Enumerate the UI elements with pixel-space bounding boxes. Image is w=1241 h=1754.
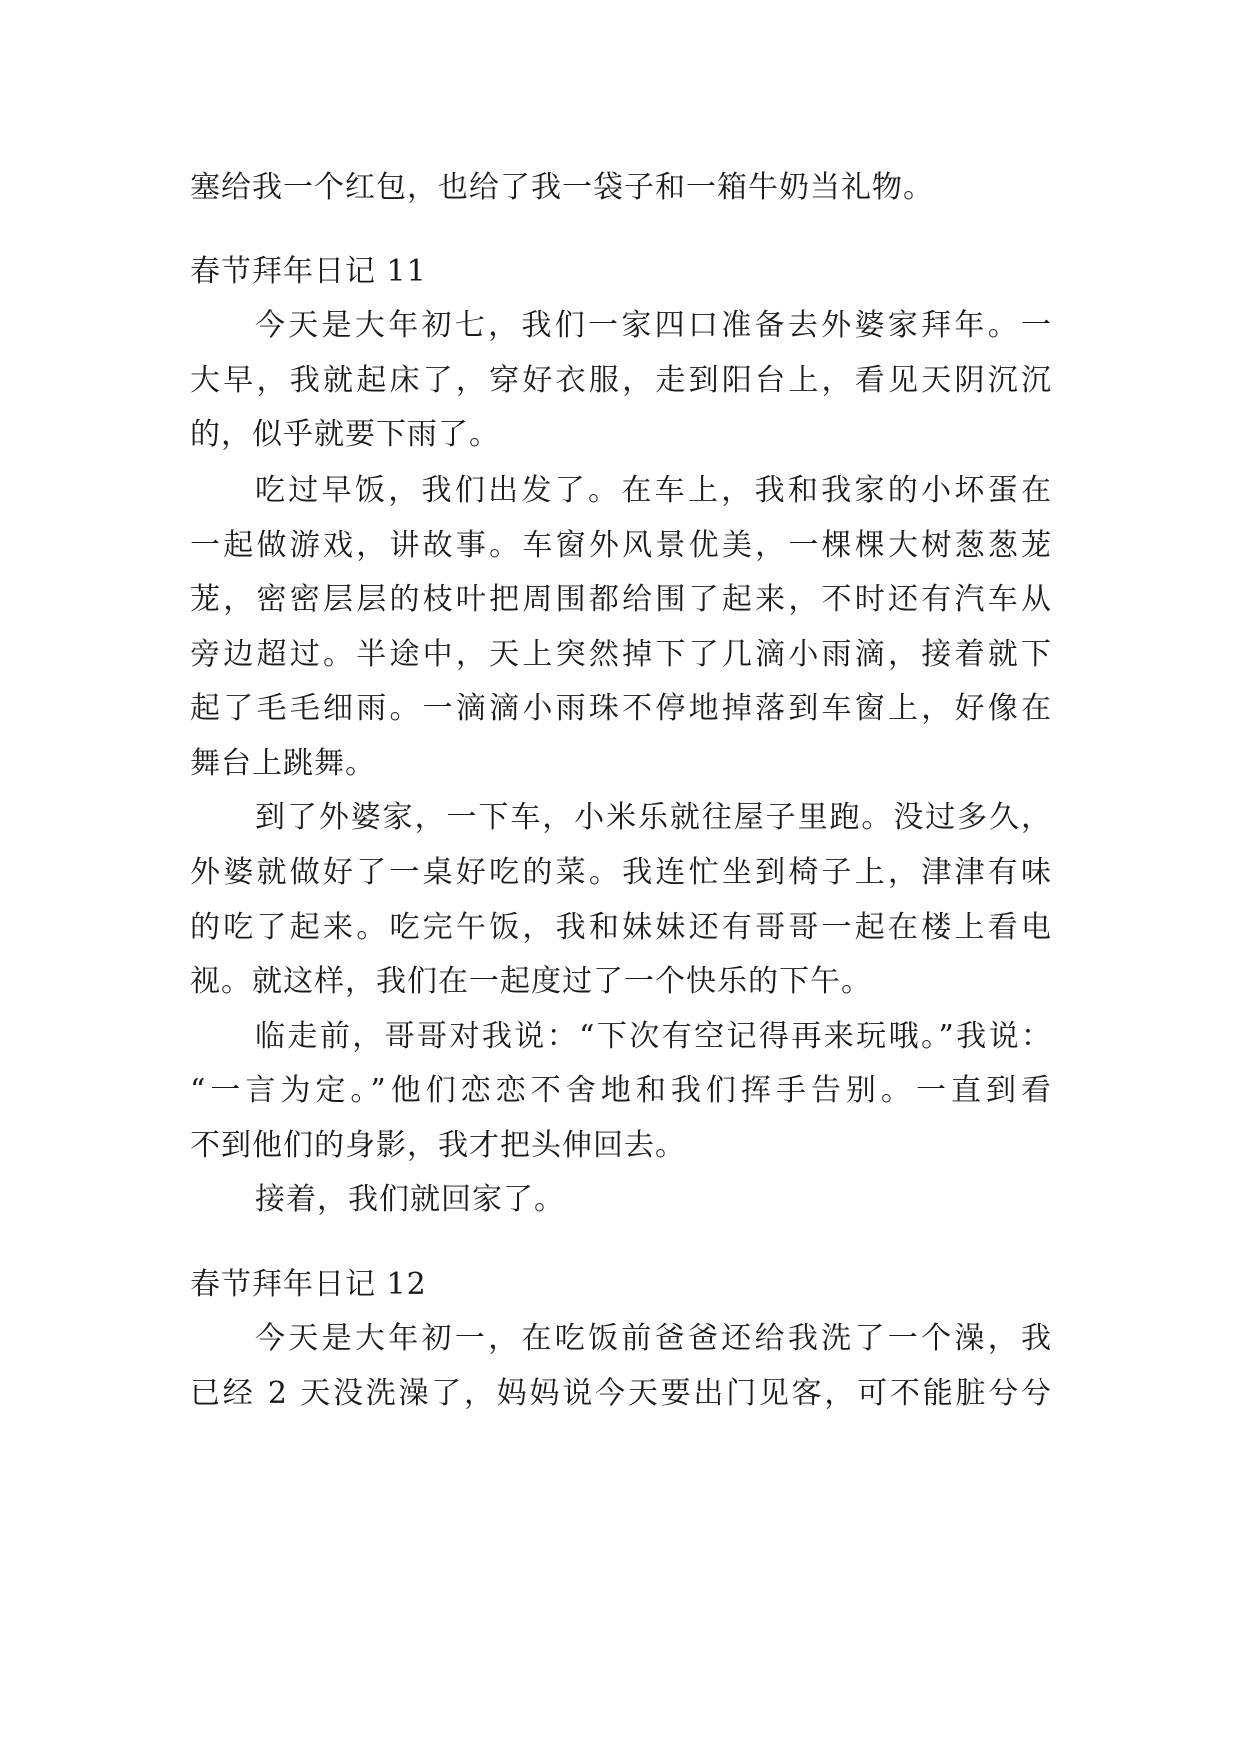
text-line: 今天是大年初一，在吃饭前爸爸还给我洗了一个澡，我 [255, 1321, 1052, 1356]
section-heading-11: 春节拜年日记 11 [190, 254, 427, 289]
text-line: 起了毛毛细雨。一滴滴小雨珠不停地掉落到车窗上，好像在 [190, 691, 1052, 726]
text-line: 塞给我一个红包，也给了我一袋子和一箱牛奶当礼物。 [190, 170, 934, 205]
text-line: 已经 2 天没洗澡了，妈妈说今天要出门见客，可不能脏兮兮 [190, 1376, 1052, 1411]
text-line: 的吃了起来。吃完午饭，我和妹妹还有哥哥一起在楼上看电 [190, 910, 1052, 945]
text-line: 接着，我们就回家了。 [255, 1182, 565, 1217]
section-heading-12: 春节拜年日记 12 [190, 1267, 427, 1302]
text-line: 到了外婆家，一下车，小米乐就往屋子里跑。没过多久， [255, 800, 1052, 835]
text-line: 吃过早饭，我们出发了。在车上，我和我家的小坏蛋在 [255, 473, 1052, 508]
text-line: 外婆就做好了一桌好吃的菜。我连忙坐到椅子上，津津有味 [190, 855, 1052, 890]
text-line: 大早，我就起床了，穿好衣服，走到阳台上，看见天阴沉沉 [190, 363, 1052, 398]
text-line: 视。就这样，我们在一起度过了一个快乐的下午。 [190, 964, 872, 999]
text-line: 今天是大年初七，我们一家四口准备去外婆家拜年。一 [255, 308, 1052, 343]
text-line: 的，似乎就要下雨了。 [190, 417, 500, 452]
text-line: “一言为定。”他们恋恋不舍地和我们挥手告别。一直到看 [190, 1073, 1052, 1108]
text-line: 一起做游戏，讲故事。车窗外风景优美，一棵棵大树葱葱茏 [190, 528, 1052, 563]
text-line: 舞台上跳舞。 [190, 746, 376, 781]
text-line: 茏，密密层层的枝叶把周围都给围了起来，不时还有汽车从 [190, 582, 1052, 617]
text-line: 临走前，哥哥对我说：“下次有空记得再来玩哦。”我说： [255, 1019, 1052, 1054]
text-line: 不到他们的身影，我才把头伸回去。 [190, 1128, 686, 1163]
text-line: 旁边超过。半途中，天上突然掉下了几滴小雨滴，接着就下 [190, 637, 1052, 672]
